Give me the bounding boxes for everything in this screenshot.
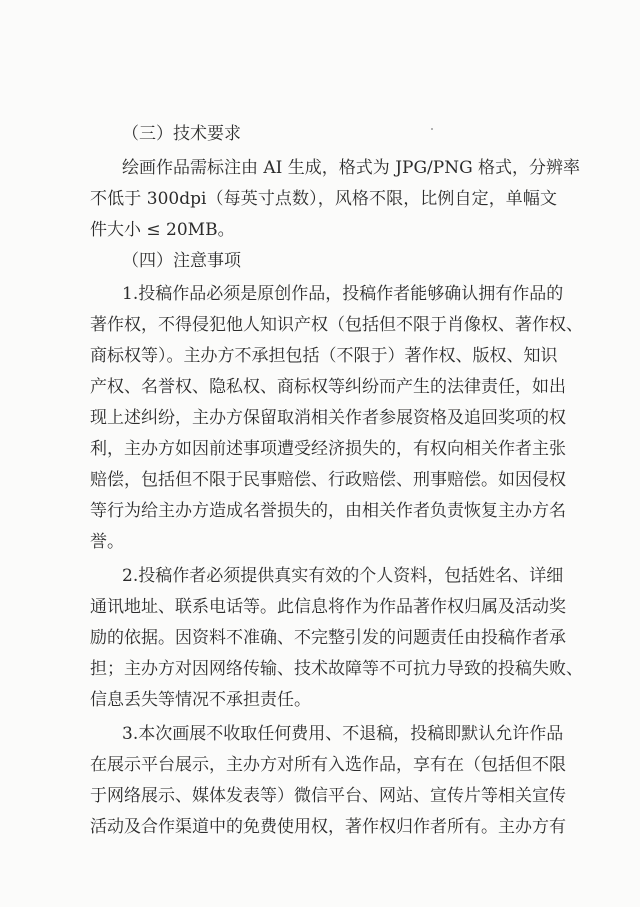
paragraph-line: 不低于 300dpi（每英寸点数），风格不限，比例自定，单幅文: [90, 189, 557, 209]
paragraph-line: 于网络展示、媒体发表等）微信平台、网站、宣传片等相关宣传: [90, 786, 566, 806]
paragraph-line: 利，主办方如因前述事项遭受经济损失的，有权向相关作者主张: [90, 439, 566, 459]
scan-speck: [431, 128, 433, 130]
paragraph-line: 2.投稿作者必须提供真实有效的个人资料，包括姓名、详细: [122, 566, 564, 586]
paragraph-line: 商标权等）。主办方不承担包括（不限于）著作权、版权、知识: [90, 346, 558, 366]
paragraph-line: 3.本次画展不收取任何费用、不退稿，投稿即默认允许作品: [122, 724, 564, 744]
paragraph-line: 产权、名誉权、隐私权、商标权等纠纷而产生的法律责任，如出: [90, 377, 566, 397]
paragraph-line: 1.投稿作品必须是原创作品，投稿作者能够确认拥有作品的: [122, 284, 564, 304]
paragraph-line: 誉。: [90, 532, 124, 552]
paragraph-line: 励的依据。因资料不准确、不完整引发的问题责任由投稿作者承: [90, 628, 566, 648]
paragraph-line: 在展示平台展示，主办方对所有入选作品，享有在（包括但不限: [90, 755, 566, 775]
paragraph-line: 现上述纠纷，主办方保留取消相关作者参展资格及追回奖项的权: [90, 408, 566, 428]
paragraph-line: 通讯地址、联系电话等。此信息将作为作品著作权归属及活动奖: [90, 597, 566, 617]
paragraph-line: 等行为给主办方造成名誉损失的，由相关作者负责恢复主办方名: [90, 501, 566, 521]
paragraph-line: 担；主办方对因网络传输、技术故障等不可抗力导致的投稿失败、: [90, 659, 583, 679]
paragraph-line: 活动及合作渠道中的免费使用权，著作权归作者所有。主办方有: [90, 817, 566, 837]
section-heading-tech-requirements: （三）技术要求: [122, 124, 241, 144]
paragraph-line: 著作权，不得侵犯他人知识产权（包括但不限于肖像权、著作权、: [90, 315, 583, 335]
section-heading-notices: （四）注意事项: [122, 251, 241, 271]
paragraph-line: 赔偿，包括但不限于民事赔偿、行政赔偿、刑事赔偿。如因侵权: [90, 470, 566, 490]
paragraph-line: 件大小 ≤ 20MB。: [90, 220, 235, 240]
paragraph-line: 绘画作品需标注由 AI 生成，格式为 JPG/PNG 格式，分辨率: [122, 158, 581, 178]
paragraph-line: 信息丢失等情况不承担责任。: [90, 690, 311, 710]
